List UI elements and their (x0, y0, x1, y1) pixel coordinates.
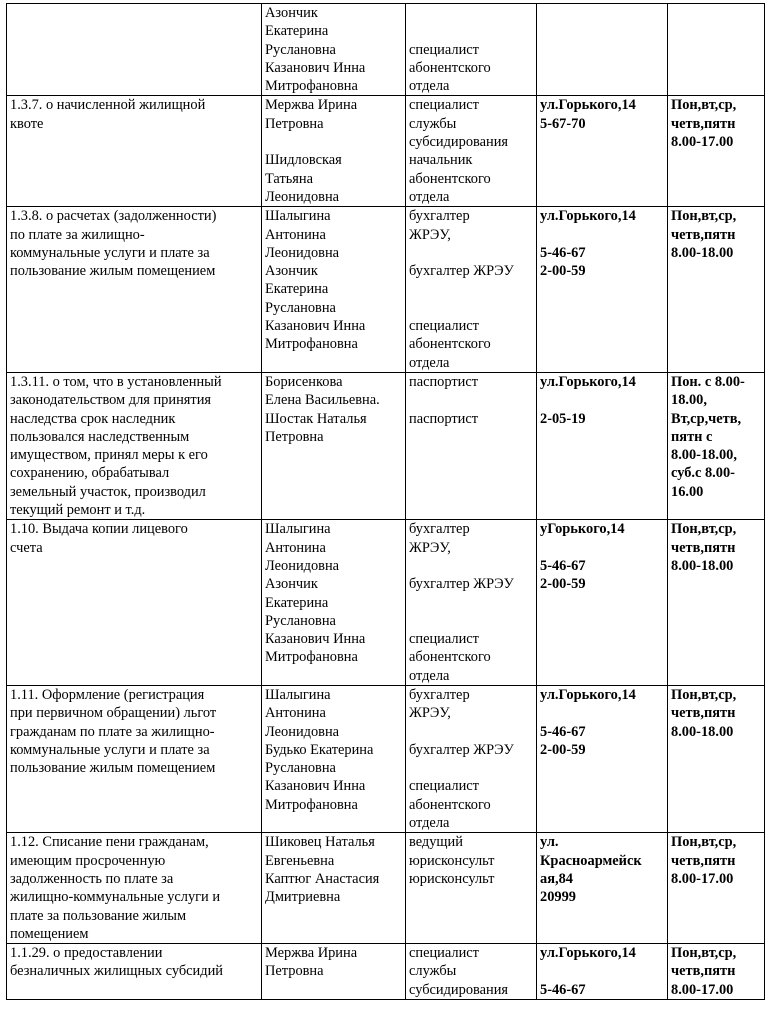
person-line: Шалыгина (265, 521, 331, 538)
address-cell (537, 96, 668, 207)
address-line (540, 704, 664, 722)
service-cell (7, 833, 262, 944)
address-line: Красноармейск (540, 852, 642, 869)
hours-line: Пон,вт,ср, (671, 686, 737, 703)
position-line (409, 22, 533, 40)
service-cell (7, 372, 262, 519)
person-line: Борисенкова (265, 373, 343, 390)
service-cell (7, 96, 262, 207)
service-line: 1.3.8. о расчетах (задолженности) (10, 208, 217, 225)
address-line: ул. (540, 834, 559, 851)
position-line: специалист (409, 945, 479, 962)
person-line: Митрофановна (265, 78, 358, 95)
service-line: имеющим просроченную (10, 852, 166, 869)
position-line: отдела (409, 78, 450, 95)
service-line: земельный участок, производил (10, 483, 206, 500)
address-line (540, 539, 664, 557)
address-line (540, 391, 664, 409)
service-line: 1.12. Списание пени гражданам, (10, 834, 209, 851)
positions-cell (406, 96, 537, 207)
position-line: юрисконсульт (409, 852, 495, 869)
hours-line: 8.00-18.00 (671, 244, 734, 261)
service-line: 1.3.7. о начисленной жилищной (10, 97, 206, 114)
address-line: уГорького,14 (540, 521, 625, 538)
positions-cell (406, 372, 537, 519)
service-line: коммунальные услуги и плате за (10, 741, 210, 758)
person-line: Мержва Ирина (265, 97, 358, 114)
address-cell (537, 685, 668, 832)
person-line: Екатерина (265, 23, 329, 40)
address-line: 5-46-67 (540, 981, 586, 998)
service-line: плате за пользование жилым (10, 907, 187, 924)
service-line: 1.11. Оформление (регистрация (10, 686, 205, 703)
service-cell (7, 685, 262, 832)
service-cell (7, 520, 262, 686)
position-line (409, 299, 533, 317)
person-line: Руслановна (265, 41, 336, 58)
person-line: Дмитриевна (265, 889, 341, 906)
person-line: Шиковец Наталья (265, 834, 375, 851)
position-line: субсидирования (409, 981, 509, 998)
hours-line: 8.00-17.00 (671, 870, 734, 887)
person-line: Казанович Инна (265, 778, 366, 795)
hours-line: Вт,ср,четв, (671, 410, 742, 427)
hours-line: Пон,вт,ср, (671, 97, 737, 114)
service-line: помещением (10, 925, 89, 942)
address-line: 5-46-67 (540, 723, 586, 740)
service-line: безналичных жилищных субсидий (10, 963, 223, 980)
person-line: Леонидовна (265, 244, 340, 261)
service-line: сохранению, обрабатывал (10, 465, 170, 482)
persons-cell (262, 833, 406, 944)
address-line: 5-46-67 (540, 557, 586, 574)
address-line: 20999 (540, 889, 576, 906)
positions-cell (406, 207, 537, 373)
address-line: ул.Горького,14 (540, 97, 636, 114)
hours-line: суб.с 8.00- (671, 465, 735, 482)
table-row (7, 4, 765, 96)
position-line (409, 723, 533, 741)
person-line: Шидловская (265, 152, 342, 169)
address-cell (537, 833, 668, 944)
table-row (7, 372, 765, 519)
hours-line: четв,пятн (671, 852, 736, 869)
position-line: бухгалтер ЖРЭУ (409, 263, 514, 280)
address-line: 2-00-59 (540, 576, 586, 593)
person-line: Азончик (265, 576, 318, 593)
service-line: счета (10, 539, 43, 556)
persons-cell (262, 4, 406, 96)
person-line: Евгеньевна (265, 852, 335, 869)
hours-line: 8.00-17.00 (671, 981, 734, 998)
service-line: 1.1.29. о предоставлении (10, 945, 163, 962)
position-line: ведущий (409, 834, 463, 851)
table-row (7, 207, 765, 373)
positions-cell (406, 520, 537, 686)
position-line: бухгалтер ЖРЭУ (409, 741, 514, 758)
position-line: специалист (409, 97, 479, 114)
position-line (409, 4, 533, 22)
person-line: Руслановна (265, 299, 336, 316)
hours-cell (668, 520, 765, 686)
address-line: 2-05-19 (540, 410, 586, 427)
hours-line: Пон,вт,ср, (671, 521, 737, 538)
services-table-body (7, 4, 765, 1000)
address-line: ул.Горького,14 (540, 373, 636, 390)
address-line (540, 962, 664, 980)
position-line: начальник (409, 152, 473, 169)
person-line: Татьяна (265, 170, 314, 187)
hours-line: 8.00-18.00 (671, 723, 734, 740)
address-line: 5-46-67 (540, 244, 586, 261)
address-cell (537, 207, 668, 373)
service-line: задолженность по плате за (10, 870, 174, 887)
position-line: абонентского (409, 59, 491, 76)
person-line: Казанович Инна (265, 59, 366, 76)
person-line (265, 133, 402, 151)
table-row (7, 96, 765, 207)
hours-line: пятн с (671, 428, 713, 445)
hours-cell (668, 207, 765, 373)
position-line: абонентского (409, 170, 491, 187)
services-table (6, 3, 765, 1000)
hours-cell (668, 372, 765, 519)
hours-line: четв,пятн (671, 539, 736, 556)
hours-cell (668, 4, 765, 96)
person-line: Леонидовна (265, 557, 340, 574)
positions-cell (406, 685, 537, 832)
service-line: наследства срок наследник (10, 410, 176, 427)
service-line: пользование жилым помещением (10, 760, 216, 777)
position-line: бухгалтер (409, 686, 470, 703)
position-line: ЖРЭУ, (409, 705, 451, 722)
hours-line: Пон. с 8.00- (671, 373, 745, 390)
position-line: службы (409, 115, 457, 132)
service-cell (7, 944, 262, 1000)
person-line: Антонина (265, 226, 326, 243)
address-cell (537, 4, 668, 96)
hours-line: Пон,вт,ср, (671, 208, 737, 225)
person-line: Шалыгина (265, 208, 331, 225)
service-line: коммунальные услуги и плате за (10, 244, 210, 261)
person-line: Руслановна (265, 612, 336, 629)
hours-line: Пон,вт,ср, (671, 834, 737, 851)
address-line: ул.Горького,14 (540, 686, 636, 703)
position-line: отдела (409, 667, 450, 684)
positions-cell (406, 944, 537, 1000)
position-line (409, 594, 533, 612)
person-line: Казанович Инна (265, 318, 366, 335)
person-line: Руслановна (265, 760, 336, 777)
hours-line: 8.00-18.00 (671, 557, 734, 574)
persons-cell (262, 372, 406, 519)
person-line: Митрофановна (265, 649, 358, 666)
position-line: бухгалтер (409, 208, 470, 225)
hours-cell (668, 96, 765, 207)
persons-cell (262, 96, 406, 207)
position-line: отдела (409, 188, 450, 205)
person-line: Екатерина (265, 281, 329, 298)
person-line: Азончик (265, 263, 318, 280)
positions-cell (406, 833, 537, 944)
hours-line: четв,пятн (671, 963, 736, 980)
person-line: Будько Екатерина (265, 741, 374, 758)
person-line: Азончик (265, 5, 318, 21)
person-line: Екатерина (265, 594, 329, 611)
address-line: ул.Горького,14 (540, 945, 636, 962)
service-line: жилищно-коммунальные услуги и (10, 889, 221, 906)
service-line: текущий ремонт и т.д. (10, 502, 146, 519)
position-line: бухгалтер (409, 521, 470, 538)
position-line: абонентского (409, 649, 491, 666)
position-line: бухгалтер ЖРЭУ (409, 576, 514, 593)
hours-cell (668, 944, 765, 1000)
service-line: пользовался наследственным (10, 428, 190, 445)
person-line: Петровна (265, 115, 324, 132)
position-line (409, 759, 533, 777)
positions-cell (406, 4, 537, 96)
service-line: квоте (10, 115, 44, 132)
table-row (7, 685, 765, 832)
person-line: Казанович Инна (265, 631, 366, 648)
address-line: ул.Горького,14 (540, 208, 636, 225)
service-line: имуществом, принял меры к его (10, 447, 208, 464)
person-line: Елена Васильевна. (265, 392, 380, 409)
hours-line: Пон,вт,ср, (671, 945, 737, 962)
position-line: субсидирования (409, 134, 509, 151)
table-row (7, 944, 765, 1000)
address-cell (537, 372, 668, 519)
position-line (409, 612, 533, 630)
position-line: отдела (409, 354, 450, 371)
service-cell (7, 4, 262, 96)
service-line: гражданам по плате за жилищно- (10, 723, 215, 740)
position-line: абонентского (409, 796, 491, 813)
address-cell (537, 944, 668, 1000)
hours-cell (668, 685, 765, 832)
address-line: 5-67-70 (540, 115, 586, 132)
service-line: 1.3.11. о том, что в установленный (10, 373, 222, 390)
service-line: законодательством для принятия (10, 392, 212, 409)
table-row (7, 520, 765, 686)
position-line (409, 280, 533, 298)
hours-line: 16.00 (671, 483, 704, 500)
address-cell (537, 520, 668, 686)
hours-line: 18.00, (671, 392, 707, 409)
table-row (7, 833, 765, 944)
address-line: 2-00-59 (540, 741, 586, 758)
position-line (409, 391, 533, 409)
person-line: Петровна (265, 428, 324, 445)
position-line: паспортист (409, 373, 479, 390)
position-line: ЖРЭУ, (409, 226, 451, 243)
person-line: Шостак Наталья (265, 410, 367, 427)
persons-cell (262, 944, 406, 1000)
service-line: по плате за жилищно- (10, 226, 145, 243)
persons-cell (262, 520, 406, 686)
address-line: ая,84 (540, 870, 573, 887)
hours-line: четв,пятн (671, 226, 736, 243)
position-line: специалист (409, 631, 479, 648)
service-line: при первичном обращении) льгот (10, 705, 217, 722)
person-line: Митрофановна (265, 796, 358, 813)
address-line (540, 226, 664, 244)
position-line: юрисконсульт (409, 870, 495, 887)
hours-line: 8.00-17.00 (671, 134, 734, 151)
position-line: отдела (409, 815, 450, 832)
position-line (409, 557, 533, 575)
person-line: Мержва Ирина (265, 945, 358, 962)
person-line: Митрофановна (265, 336, 358, 353)
position-line: паспортист (409, 410, 479, 427)
hours-line: четв,пятн (671, 115, 736, 132)
person-line: Антонина (265, 705, 326, 722)
service-cell (7, 207, 262, 373)
position-line: специалист (409, 778, 479, 795)
position-line: специалист (409, 41, 479, 58)
position-line: службы (409, 963, 457, 980)
address-line: 2-00-59 (540, 263, 586, 280)
persons-cell (262, 685, 406, 832)
person-line: Каптюг Анастасия (265, 870, 380, 887)
hours-line: четв,пятн (671, 705, 736, 722)
position-line: абонентского (409, 336, 491, 353)
person-line: Шалыгина (265, 686, 331, 703)
service-line: пользование жилым помещением (10, 263, 216, 280)
hours-line: 8.00-18.00, (671, 447, 737, 464)
persons-cell (262, 207, 406, 373)
person-line: Леонидовна (265, 188, 340, 205)
person-line: Леонидовна (265, 723, 340, 740)
service-line: 1.10. Выдача копии лицевого (10, 521, 188, 538)
hours-cell (668, 833, 765, 944)
position-line: ЖРЭУ, (409, 539, 451, 556)
person-line: Петровна (265, 963, 324, 980)
position-line: специалист (409, 318, 479, 335)
person-line: Антонина (265, 539, 326, 556)
position-line (409, 244, 533, 262)
